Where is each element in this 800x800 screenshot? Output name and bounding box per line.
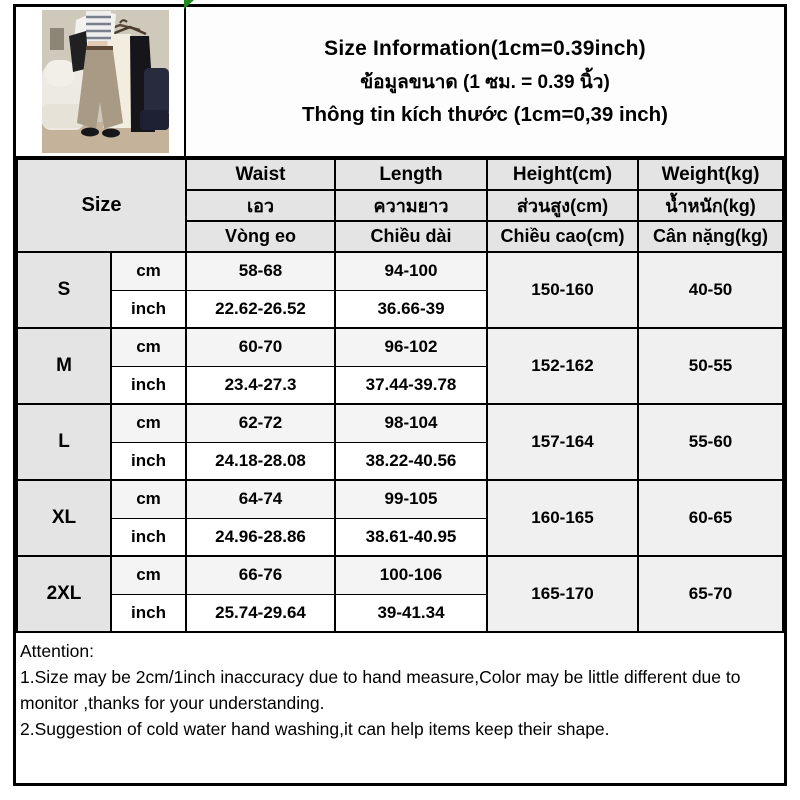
- height-value: 150-160: [487, 252, 638, 328]
- length-cm-value: 99-105: [335, 480, 487, 518]
- waist-cm-value: 60-70: [186, 328, 335, 366]
- waist-inch-value: 24.96-28.86: [186, 518, 335, 556]
- waist-inch-value: 23.4-27.3: [186, 366, 335, 404]
- unit-label-inch: inch: [111, 518, 186, 556]
- length-inch-value: 38.22-40.56: [335, 442, 487, 480]
- title-line-english: Size Information(1cm=0.39inch): [324, 36, 646, 60]
- weight-header-th: น้ำหนัก(kg): [638, 190, 783, 221]
- green-corner-flag-icon: [184, 0, 194, 9]
- waist-inch-value: 24.18-28.08: [186, 442, 335, 480]
- title-line-vietnamese: Thông tin kích thước (1cm=0,39 inch): [301, 102, 669, 126]
- length-cm-value: 96-102: [335, 328, 487, 366]
- unit-label-cm: cm: [111, 480, 186, 518]
- length-inch-value: 38.61-40.95: [335, 518, 487, 556]
- size-cell: S: [17, 252, 111, 328]
- size-cell: 2XL: [17, 556, 111, 632]
- unit-label-cm: cm: [111, 556, 186, 594]
- waist-cm-value: 64-74: [186, 480, 335, 518]
- unit-label-inch: inch: [111, 594, 186, 632]
- attention-heading: Attention:: [20, 641, 94, 661]
- table-row-m-cm: [17, 328, 783, 366]
- length-inch-value: 36.66-39: [335, 290, 487, 328]
- attention-note-2: 2.Suggestion of cold water hand washing,it can help items keep their shape.: [20, 719, 610, 739]
- waist-header-en: Waist: [186, 159, 335, 190]
- waist-header-vi: Vòng eo: [186, 221, 335, 252]
- table-row-xl-cm: [17, 480, 783, 518]
- weight-header-vi: Cân nặng(kg): [638, 221, 783, 252]
- weight-header-en: Weight(kg): [638, 159, 783, 190]
- waist-inch-value: 25.74-29.64: [186, 594, 335, 632]
- height-value: 165-170: [487, 556, 638, 632]
- unit-label-inch: inch: [111, 290, 186, 328]
- height-header-th: ส่วนสูง(cm): [487, 190, 638, 221]
- height-value: 152-162: [487, 328, 638, 404]
- length-inch-value: 37.44-39.78: [335, 366, 487, 404]
- product-photo-cell: [16, 7, 186, 156]
- length-cm-value: 100-106: [335, 556, 487, 594]
- length-cm-value: 94-100: [335, 252, 487, 290]
- weight-value: 55-60: [638, 404, 783, 480]
- size-table-header: [17, 159, 783, 252]
- size-table: [16, 158, 784, 633]
- header-row: [16, 7, 784, 158]
- size-cell: M: [17, 328, 111, 404]
- unit-label-inch: inch: [111, 366, 186, 404]
- waist-cm-value: 58-68: [186, 252, 335, 290]
- length-inch-value: 39-41.34: [335, 594, 487, 632]
- title-line-thai: ข้อมูลขนาด (1 ซม. = 0.39 นิ้ว): [360, 71, 610, 93]
- table-row-2xl-cm: [17, 556, 783, 594]
- height-value: 160-165: [487, 480, 638, 556]
- waist-header-th: เอว: [186, 190, 335, 221]
- size-column-header: Size: [17, 159, 186, 252]
- size-cell: L: [17, 404, 111, 480]
- unit-label-cm: cm: [111, 328, 186, 366]
- height-header-vi: Chiều cao(cm): [487, 221, 638, 252]
- product-photo: [42, 10, 169, 153]
- unit-label-inch: inch: [111, 442, 186, 480]
- table-row-s-cm: [17, 252, 783, 290]
- weight-value: 60-65: [638, 480, 783, 556]
- length-header-vi: Chiều dài: [335, 221, 487, 252]
- height-header-en: Height(cm): [487, 159, 638, 190]
- waist-inch-value: 22.62-26.52: [186, 290, 335, 328]
- size-chart-frame: [13, 4, 787, 786]
- waist-cm-value: 62-72: [186, 404, 335, 442]
- unit-label-cm: cm: [111, 404, 186, 442]
- waist-cm-value: 66-76: [186, 556, 335, 594]
- weight-value: 40-50: [638, 252, 783, 328]
- table-row-l-cm: [17, 404, 783, 442]
- length-header-en: Length: [335, 159, 487, 190]
- weight-value: 65-70: [638, 556, 783, 632]
- height-value: 157-164: [487, 404, 638, 480]
- size-cell: XL: [17, 480, 111, 556]
- size-information-title: [186, 7, 784, 156]
- length-header-th: ความยาว: [335, 190, 487, 221]
- length-cm-value: 98-104: [335, 404, 487, 442]
- attention-section: [16, 633, 784, 783]
- attention-note-1: 1.Size may be 2cm/1inch inaccuracy due to hand measure,Color may be little different due to monitor ,thanks for your understanding.: [20, 667, 741, 713]
- weight-value: 50-55: [638, 328, 783, 404]
- unit-label-cm: cm: [111, 252, 186, 290]
